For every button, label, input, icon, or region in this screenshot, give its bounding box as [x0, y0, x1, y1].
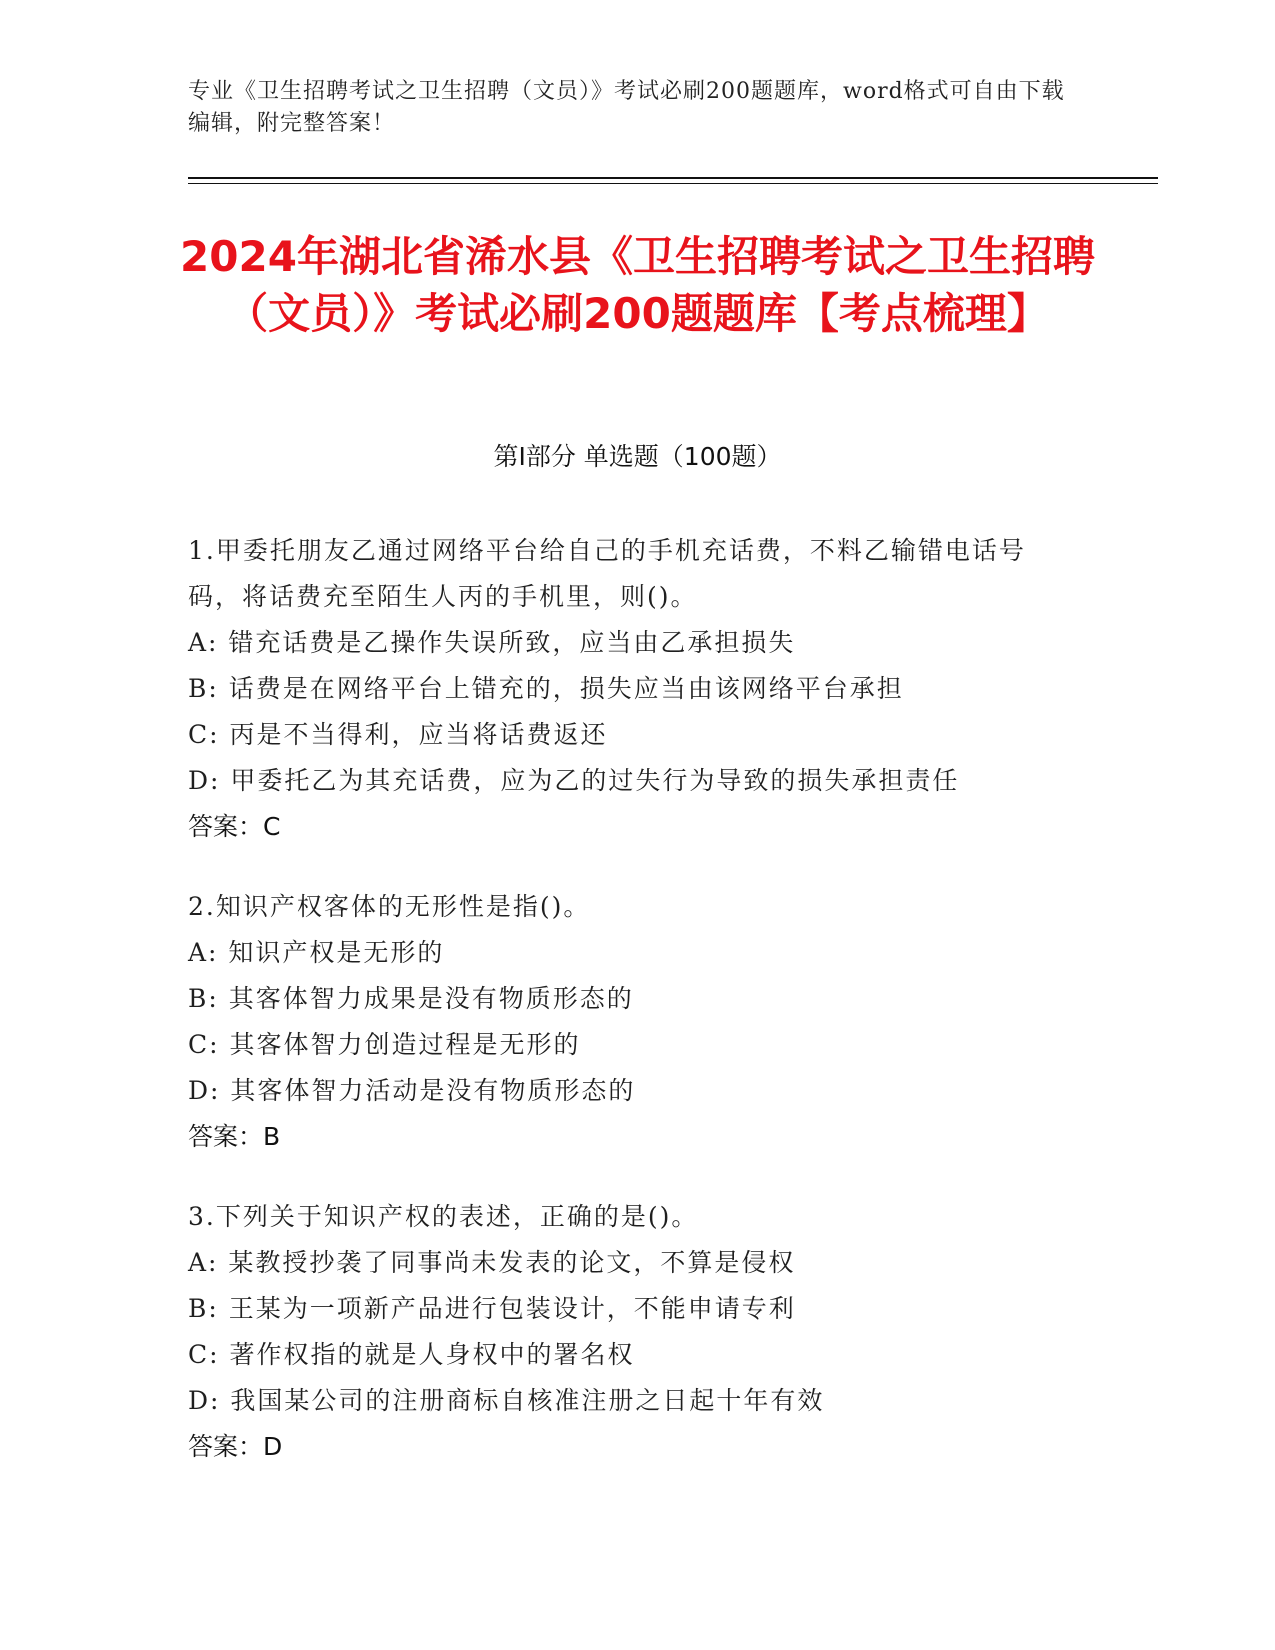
question-1 [188, 528, 1068, 850]
answer: 答案：C [188, 812, 281, 841]
answer: 答案：B [188, 1122, 281, 1151]
option-c: C: 著作权指的就是人身权中的署名权 [188, 1340, 635, 1369]
section-heading: 第I部分 单选题（100题） [493, 442, 782, 471]
document-title: 2024年湖北省浠水县《卫生招聘考试之卫生招聘（文员）》考试必刷200题题库【考点梳理】 [180, 232, 1095, 338]
option-b: B: 其客体智力成果是没有物质形态的 [188, 984, 634, 1013]
option-c: C: 丙是不当得利，应当将话费返还 [188, 720, 608, 749]
option-a: A: 某教授抄袭了同事尚未发表的论文，不算是侵权 [188, 1248, 796, 1277]
answer: 答案：D [188, 1432, 283, 1461]
option-a: A: 知识产权是无形的 [188, 938, 445, 967]
header-rule-thick [188, 177, 1158, 179]
option-a: A: 错充话费是乙操作失误所致，应当由乙承担损失 [188, 628, 796, 657]
option-d: D: 其客体智力活动是没有物质形态的 [188, 1076, 636, 1105]
option-b: B: 话费是在网络平台上错充的，损失应当由该网络平台承担 [188, 674, 904, 703]
question-stem: 1.甲委托朋友乙通过网络平台给自己的手机充话费，不料乙输错电话号码，将话费充至陌生人丙的手机里，则()。 [188, 536, 1026, 611]
question-list [188, 528, 1068, 1504]
question-stem: 2.知识产权客体的无形性是指()。 [188, 892, 591, 921]
question-stem: 3.下列关于知识产权的表述，正确的是()。 [188, 1202, 699, 1231]
question-2 [188, 884, 1068, 1160]
option-d: D: 甲委托乙为其充话费，应为乙的过失行为导致的损失承担责任 [188, 766, 960, 795]
header-rule-thin [188, 183, 1158, 184]
option-c: C: 其客体智力创造过程是无形的 [188, 1030, 581, 1059]
question-3 [188, 1194, 1068, 1470]
option-d: D: 我国某公司的注册商标自核准注册之日起十年有效 [188, 1386, 825, 1415]
header-note: 专业《卫生招聘考试之卫生招聘（文员）》考试必刷200题题库，word格式可自由下载编辑，附完整答案！ [188, 79, 1065, 136]
option-b: B: 王某为一项新产品进行包装设计，不能申请专利 [188, 1294, 796, 1323]
